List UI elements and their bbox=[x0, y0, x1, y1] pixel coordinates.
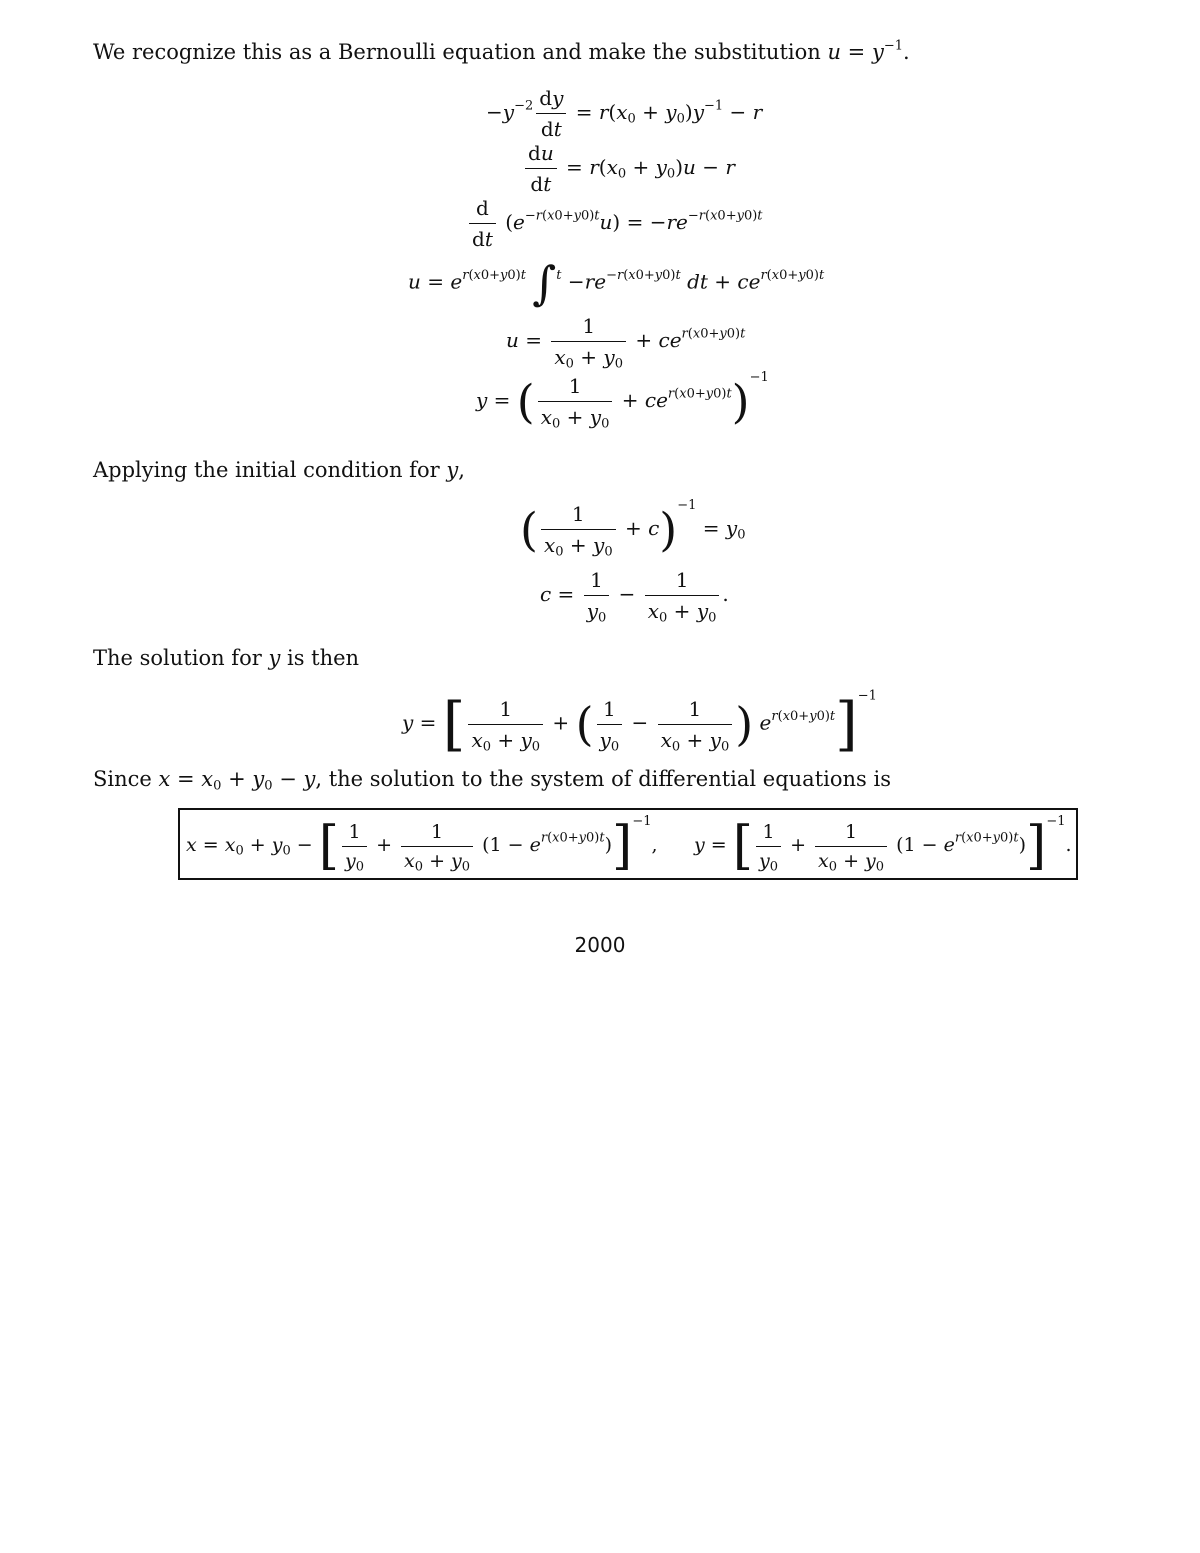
page-number: 2000 bbox=[574, 933, 626, 957]
equation-9: y = [ $\frac{1}{x_0 + y_0}$ + ( $\frac{1}{y_0}$ − $\frac{1}{x_0 + y_0}$ ) $e^{r(x0+y0)t}]^{-1}$ bbox=[402, 688, 877, 758]
boxed-y-solution: y = [ $\frac{1}{y_0}$ + $\frac{1}{x_0 + y_0}$ $(1 - e^{r(x0+y0)t})]^{-1}$. bbox=[694, 814, 1072, 876]
initial-condition-paragraph: Applying the initial condition for y, bbox=[93, 458, 465, 482]
equation-3: $\frac{d}{dt}$ $(e^{-r(x0+y0)t}u) = -re^{-r(x0+y0)t}$ bbox=[466, 196, 763, 251]
equation-5: u = $\frac{1}{x_0 + y_0}$ + $ce^{r(x0+y0)t}$ bbox=[506, 314, 746, 372]
since-paragraph: Since $x = x_0 + y_0 - y$, the solution to the system of differential equations is bbox=[93, 767, 891, 794]
equation-7: ( $\frac{1}{x_0 + y_0}$ + $c)^{-1} = y_0$ bbox=[520, 498, 746, 560]
equation-8: c = $\frac{1}{y_0}$ − $\frac{1}{x_0 + y_0}$ . bbox=[540, 568, 729, 626]
equation-2: $\frac{du}{dt}$ = $r(x_0 + y_0)u - r$ bbox=[522, 141, 735, 196]
solution-paragraph: The solution for y is then bbox=[93, 646, 360, 670]
equation-4: $u = e^{r(x0+y0)t}$ $\int^t -re^{-r(x0+y0)t}$ dt + $ce^{r(x0+y0)t}$ bbox=[408, 256, 825, 310]
equation-1: $-y^{-2}$ $\frac{dy}{dt}$ = $r(x_0 + y_0)y^{-1} - r$ bbox=[486, 86, 763, 141]
boxed-x-solution: $x = x_0 + y_0$ − [ $\frac{1}{y_0}$ + $\frac{1}{x_0 + y_0}$ $(1 - e^{r(x0+y0)t})]^{-1}$, bbox=[186, 814, 658, 876]
boxed-solution bbox=[178, 808, 1078, 880]
intro-paragraph: We recognize this as a Bernoulli equation and make the substitution $u = y^{-1}$. bbox=[93, 38, 910, 64]
equation-6: y = ( $\frac{1}{x_0 + y_0}$ + $ce^{r(x0+y0)t})^{-1}$ bbox=[476, 370, 769, 432]
